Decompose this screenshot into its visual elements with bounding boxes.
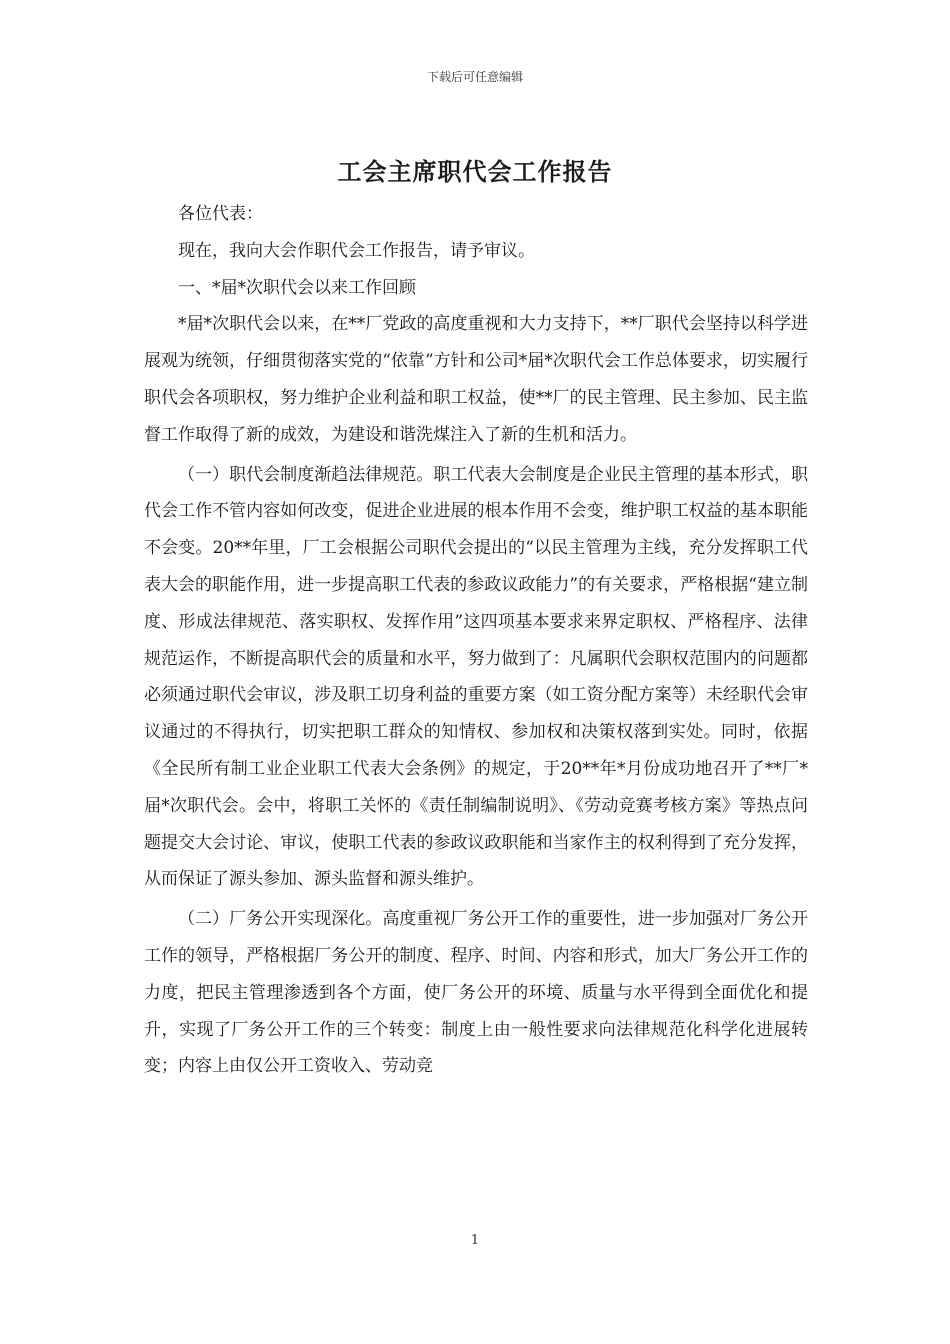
- document-body: [144, 196, 808, 1085]
- body-paragraph-3: （二）厂务公开实现深化。高度重视厂务公开工作的重要性，进一步加强对厂务公开工作的领导，严格根据厂务公开的制度、程序、时间、内容和形式，加大厂务公开工作的力度，把民主管理渗透到各个方面，使厂务公开的环境、质量与水平得到全面优化和提升，实现了厂务公开工作的三个转变：制度上由一般性要求向法律规范化科学化进展转变；内容上由仅公开工资收入、劳动竞: [144, 909, 808, 1077]
- body-paragraph-1: *届*次职代会以来，在**厂党政的高度重视和大力支持下，**厂职代会坚持以科学进展观为统领，仔细贯彻落实党的“依靠”方针和公司*届*次职代会工作总体要求，切实履行职代会各项职权，努力维护企业利益和职工权益，使**厂的民主管理、民主参加、民主监督工作取得了新的成效，为建设和谐洗煤注入了新的生机和活力。: [144, 314, 808, 445]
- page-number: 1: [470, 1233, 480, 1248]
- body-paragraph-2: （一）职代会制度渐趋法律规范。职工代表大会制度是企业民主管理的基本形式，职代会工作不管内容如何改变，促进企业进展的根本作用不会变，维护职工权益的基本职能不会变。20**年里，厂工会根据公司职代会提出的“以民主管理为主线，充分发挥职工代表大会的职能作用，进一步提高职工代表的参政议政能力”的有关要求，严格根据“建立制度、形成法律规范、落实职权、发挥作用”这四项基本要求来界定职权、严格程序、法律规范运作，不断提高职代会的质量和水平，努力做到了：凡属职代会职权范围内的问题都必须通过职代会审议，涉及职工切身利益的重要方案（如工资分配方案等）未经职代会审议通过的不得执行，切实把职工群众的知情权、参加权和决策权落到实处。同时，依据《全民所有制工业企业职工代表大会条例》的规定，于20**年*月份成功地召开了**厂*届*次职代会。会中，将职工关怀的《责任制编制说明》、《劳动竞赛考核方案》等热点问题提交大会讨论、审议，使职工代表的参政议政职能和当家作主的权利得到了充分发挥，从而保证了源头参加、源头监督和源头维护。: [144, 464, 808, 890]
- salutation-paragraph: 各位代表：: [178, 204, 263, 224]
- section-heading-1: 一、*届*次职代会以来工作回顾: [178, 277, 416, 298]
- intro-paragraph: 现在，我向大会作职代会工作报告，请予审议。: [178, 240, 535, 261]
- page-header-note: 下载后可任意编辑: [426, 70, 523, 84]
- document-title: 工会主席职代会工作报告: [337, 157, 613, 186]
